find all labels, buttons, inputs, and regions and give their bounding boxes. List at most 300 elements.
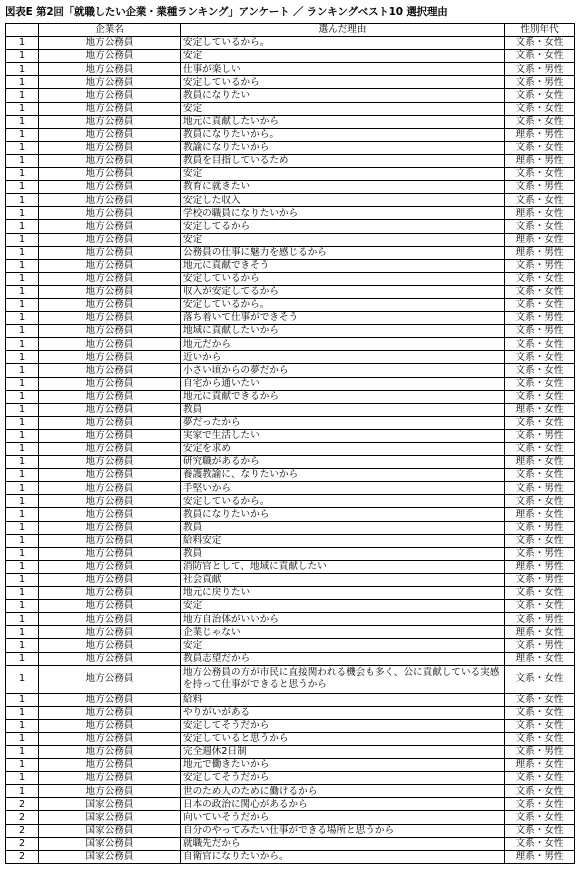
company-cell: 地方公務員 — [39, 37, 181, 50]
table-row — [6, 338, 575, 351]
reason-cell: 地元で働きたいから — [181, 759, 505, 772]
gender-age-cell: 理系・女性 — [505, 626, 575, 639]
gender-age-cell: 文系・女性 — [505, 141, 575, 154]
company-cell: 地方公務員 — [39, 600, 181, 613]
company-cell: 地方公務員 — [39, 456, 181, 469]
reason-cell: 安定 — [181, 168, 505, 181]
gender-age-cell: 文系・女性 — [505, 285, 575, 298]
rank-cell: 1 — [6, 285, 39, 298]
rank-cell: 1 — [6, 37, 39, 50]
company-cell: 地方公務員 — [39, 154, 181, 167]
company-cell: 地方公務員 — [39, 495, 181, 508]
gender-age-cell: 文系・女性 — [505, 50, 575, 63]
reason-cell: 安定 — [181, 102, 505, 115]
rank-cell: 1 — [6, 181, 39, 194]
reason-cell: 自宅から通いたい — [181, 377, 505, 390]
reason-cell: 社会貢献 — [181, 573, 505, 586]
gender-age-cell: 文系・女性 — [505, 534, 575, 547]
gender-age-cell: 理系・女性 — [505, 456, 575, 469]
table-row — [6, 272, 575, 285]
rank-cell: 1 — [6, 639, 39, 652]
gender-age-cell: 文系・男性 — [505, 745, 575, 758]
reason-cell: 教員になりたい — [181, 89, 505, 102]
reason-cell: 養護教諭に、なりたいから — [181, 469, 505, 482]
table-row — [6, 377, 575, 390]
table-row — [6, 652, 575, 665]
gender-age-cell: 文系・女性 — [505, 37, 575, 50]
company-cell: 地方公務員 — [39, 168, 181, 181]
table-row — [6, 785, 575, 798]
company-cell: 地方公務員 — [39, 547, 181, 560]
reason-cell: 企業じゃない — [181, 626, 505, 639]
gender-age-cell: 文系・女性 — [505, 443, 575, 456]
table-row — [6, 154, 575, 167]
reason-cell: 安定しているから — [181, 76, 505, 89]
company-cell: 地方公務員 — [39, 665, 181, 693]
rank-cell: 1 — [6, 759, 39, 772]
reason-cell: 安定 — [181, 50, 505, 63]
reason-cell: 教員志望だから — [181, 652, 505, 665]
gender-age-cell: 文系・女性 — [505, 115, 575, 128]
table-row — [6, 312, 575, 325]
company-cell: 地方公務員 — [39, 141, 181, 154]
table-row — [6, 837, 575, 850]
gender-age-cell: 理系・男性 — [505, 560, 575, 573]
rank-cell: 1 — [6, 547, 39, 560]
reason-cell: 教育に就きたい — [181, 181, 505, 194]
rank-cell: 1 — [6, 168, 39, 181]
reason-cell: 地方自治体がいいから — [181, 613, 505, 626]
company-cell: 地方公務員 — [39, 613, 181, 626]
rank-cell: 1 — [6, 128, 39, 141]
reason-cell: 落ち着いて仕事ができそう — [181, 312, 505, 325]
gender-age-cell: 理系・男性 — [505, 128, 575, 141]
company-cell: 地方公務員 — [39, 76, 181, 89]
table-row — [6, 613, 575, 626]
table-row — [6, 207, 575, 220]
rank-cell: 2 — [6, 798, 39, 811]
company-cell: 地方公務員 — [39, 745, 181, 758]
table-row — [6, 403, 575, 416]
rank-cell: 1 — [6, 325, 39, 338]
reason-cell: 自分のやってみたい仕事ができる場所と思うから — [181, 824, 505, 837]
reason-cell: 地元に貢献したいから — [181, 115, 505, 128]
rank-cell: 1 — [6, 652, 39, 665]
reason-cell: 教員 — [181, 521, 505, 534]
table-row — [6, 194, 575, 207]
rank-cell: 1 — [6, 377, 39, 390]
gender-age-cell: 文系・女性 — [505, 102, 575, 115]
reason-cell: 安定した収入 — [181, 194, 505, 207]
header-company: 企業名 — [39, 24, 181, 37]
rank-cell: 1 — [6, 600, 39, 613]
company-cell: 地方公務員 — [39, 534, 181, 547]
reason-cell: 教員 — [181, 403, 505, 416]
table-row — [6, 798, 575, 811]
header-reason: 選んだ理由 — [181, 24, 505, 37]
company-cell: 地方公務員 — [39, 325, 181, 338]
table-row — [6, 298, 575, 311]
rank-cell: 1 — [6, 456, 39, 469]
header-rank — [6, 24, 39, 37]
gender-age-cell: 文系・女性 — [505, 272, 575, 285]
reason-cell: 教員になりたいから — [181, 508, 505, 521]
gender-age-cell: 文系・女性 — [505, 364, 575, 377]
reason-cell: 実家で生活したい — [181, 429, 505, 442]
rank-cell: 1 — [6, 482, 39, 495]
rank-cell: 1 — [6, 693, 39, 706]
reason-cell: 完全週休2日制 — [181, 745, 505, 758]
company-cell: 地方公務員 — [39, 285, 181, 298]
reason-cell: 安定してるから — [181, 220, 505, 233]
company-cell: 地方公務員 — [39, 639, 181, 652]
table-row — [6, 600, 575, 613]
table-row — [6, 626, 575, 639]
gender-age-cell: 理系・女性 — [505, 233, 575, 246]
company-cell: 地方公務員 — [39, 298, 181, 311]
company-cell: 地方公務員 — [39, 181, 181, 194]
rank-cell: 1 — [6, 102, 39, 115]
rank-cell: 1 — [6, 613, 39, 626]
rank-cell: 1 — [6, 50, 39, 63]
gender-age-cell: 文系・女性 — [505, 600, 575, 613]
reason-cell: 地元だから — [181, 338, 505, 351]
gender-age-cell: 文系・女性 — [505, 798, 575, 811]
table-row — [6, 850, 575, 863]
rank-cell: 1 — [6, 785, 39, 798]
gender-age-cell: 文系・女性 — [505, 220, 575, 233]
table-row — [6, 482, 575, 495]
rank-cell: 1 — [6, 194, 39, 207]
company-cell: 地方公務員 — [39, 719, 181, 732]
company-cell: 地方公務員 — [39, 272, 181, 285]
reason-cell: 近いから — [181, 351, 505, 364]
table-row — [6, 259, 575, 272]
gender-age-cell: 文系・女性 — [505, 416, 575, 429]
table-row — [6, 115, 575, 128]
gender-age-cell: 文系・男性 — [505, 613, 575, 626]
table-row — [6, 141, 575, 154]
gender-age-cell: 理系・女性 — [505, 652, 575, 665]
reason-cell: 安定しているから。 — [181, 495, 505, 508]
table-row — [6, 693, 575, 706]
reason-cell: 地元に貢献できるから — [181, 390, 505, 403]
table-row — [6, 706, 575, 719]
company-cell: 国家公務員 — [39, 798, 181, 811]
rank-cell: 1 — [6, 495, 39, 508]
gender-age-cell: 文系・男性 — [505, 482, 575, 495]
table-row — [6, 573, 575, 586]
company-cell: 地方公務員 — [39, 521, 181, 534]
table-row — [6, 364, 575, 377]
reason-cell: 向いていそうだから — [181, 811, 505, 824]
table-row — [6, 495, 575, 508]
gender-age-cell: 文系・女性 — [505, 719, 575, 732]
rank-cell: 1 — [6, 246, 39, 259]
company-cell: 地方公務員 — [39, 220, 181, 233]
rank-cell: 1 — [6, 298, 39, 311]
gender-age-cell: 文系・男性 — [505, 521, 575, 534]
company-cell: 地方公務員 — [39, 482, 181, 495]
gender-age-cell: 文系・女性 — [505, 693, 575, 706]
rank-cell: 2 — [6, 811, 39, 824]
table-row — [6, 587, 575, 600]
table-row — [6, 76, 575, 89]
header-gender-age: 性別年代 — [505, 24, 575, 37]
rank-cell: 1 — [6, 665, 39, 693]
reason-cell: 安定しているから。 — [181, 298, 505, 311]
rank-cell: 1 — [6, 521, 39, 534]
rank-cell: 1 — [6, 89, 39, 102]
table-row — [6, 469, 575, 482]
company-cell: 国家公務員 — [39, 811, 181, 824]
company-cell: 地方公務員 — [39, 560, 181, 573]
rank-cell: 1 — [6, 76, 39, 89]
reason-cell: 公務員の仕事に魅力を感じるから — [181, 246, 505, 259]
rank-cell: 1 — [6, 772, 39, 785]
reasons-table — [5, 23, 575, 864]
reason-cell: 安定してそうだから — [181, 772, 505, 785]
gender-age-cell: 文系・女性 — [505, 89, 575, 102]
rank-cell: 1 — [6, 719, 39, 732]
page-title: 図表E 第2回「就職したい企業・業種ランキング」アンケート ／ ランキングベスト10 選択理由 — [5, 6, 448, 18]
rank-cell: 1 — [6, 233, 39, 246]
rank-cell: 1 — [6, 429, 39, 442]
table-row — [6, 416, 575, 429]
reason-cell: 地域に貢献したいから — [181, 325, 505, 338]
reason-cell: 世のため人のために働けるから — [181, 785, 505, 798]
rank-cell: 1 — [6, 626, 39, 639]
rank-cell: 1 — [6, 220, 39, 233]
table-row — [6, 508, 575, 521]
gender-age-cell: 文系・女性 — [505, 587, 575, 600]
gender-age-cell: 理系・女性 — [505, 403, 575, 416]
gender-age-cell: 理系・女性 — [505, 759, 575, 772]
table-row — [6, 639, 575, 652]
table-row — [6, 285, 575, 298]
reason-cell: 日本の政治に関心があるから — [181, 798, 505, 811]
gender-age-cell: 文系・女性 — [505, 837, 575, 850]
table-row — [6, 128, 575, 141]
table-row — [6, 811, 575, 824]
company-cell: 地方公務員 — [39, 246, 181, 259]
reason-cell: 教員 — [181, 547, 505, 560]
table-body — [6, 37, 575, 864]
gender-age-cell: 文系・男性 — [505, 639, 575, 652]
reason-cell: 研究職があるから — [181, 456, 505, 469]
company-cell: 地方公務員 — [39, 364, 181, 377]
gender-age-cell: 文系・女性 — [505, 732, 575, 745]
reason-cell: 教諭になりたいから — [181, 141, 505, 154]
rank-cell: 2 — [6, 850, 39, 863]
gender-age-cell: 文系・女性 — [505, 390, 575, 403]
reason-cell: 安定していると思うから — [181, 732, 505, 745]
reason-cell: 地元に戻りたい — [181, 587, 505, 600]
reason-cell: 収入が安定してるから — [181, 285, 505, 298]
rank-cell: 1 — [6, 364, 39, 377]
company-cell: 地方公務員 — [39, 759, 181, 772]
gender-age-cell: 文系・男性 — [505, 181, 575, 194]
gender-age-cell: 文系・男性 — [505, 547, 575, 560]
rank-cell: 1 — [6, 573, 39, 586]
reason-cell: 安定 — [181, 639, 505, 652]
company-cell: 地方公務員 — [39, 312, 181, 325]
rank-cell: 1 — [6, 706, 39, 719]
table-row — [6, 168, 575, 181]
reason-cell: 小さい頃からの夢だから — [181, 364, 505, 377]
company-cell: 地方公務員 — [39, 443, 181, 456]
reason-cell: 安定しているから — [181, 272, 505, 285]
company-cell: 地方公務員 — [39, 89, 181, 102]
table-row — [6, 63, 575, 76]
rank-cell: 1 — [6, 534, 39, 547]
table-row — [6, 246, 575, 259]
company-cell: 地方公務員 — [39, 508, 181, 521]
gender-age-cell: 文系・女性 — [505, 298, 575, 311]
gender-age-cell: 文系・女性 — [505, 338, 575, 351]
rank-cell: 1 — [6, 403, 39, 416]
company-cell: 地方公務員 — [39, 732, 181, 745]
rank-cell: 1 — [6, 351, 39, 364]
rank-cell: 1 — [6, 154, 39, 167]
company-cell: 地方公務員 — [39, 390, 181, 403]
company-cell: 地方公務員 — [39, 626, 181, 639]
company-cell: 地方公務員 — [39, 377, 181, 390]
gender-age-cell: 理系・女性 — [505, 508, 575, 521]
reason-cell: 安定してそうだから — [181, 719, 505, 732]
company-cell: 地方公務員 — [39, 652, 181, 665]
company-cell: 地方公務員 — [39, 351, 181, 364]
rank-cell: 2 — [6, 837, 39, 850]
company-cell: 地方公務員 — [39, 416, 181, 429]
company-cell: 地方公務員 — [39, 785, 181, 798]
reason-cell: 手堅いから — [181, 482, 505, 495]
company-cell: 地方公務員 — [39, 772, 181, 785]
table-row — [6, 89, 575, 102]
rank-cell: 1 — [6, 63, 39, 76]
gender-age-cell: 文系・男性 — [505, 259, 575, 272]
company-cell: 地方公務員 — [39, 259, 181, 272]
gender-age-cell: 文系・男性 — [505, 429, 575, 442]
table-row — [6, 102, 575, 115]
company-cell: 地方公務員 — [39, 233, 181, 246]
gender-age-cell: 文系・女性 — [505, 168, 575, 181]
reason-cell: 地元に貢献できそう — [181, 259, 505, 272]
company-cell: 地方公務員 — [39, 469, 181, 482]
rank-cell: 1 — [6, 469, 39, 482]
reason-cell: 消防官として、地域に貢献したい — [181, 560, 505, 573]
reason-cell: 仕事が楽しい — [181, 63, 505, 76]
company-cell: 地方公務員 — [39, 207, 181, 220]
table-row — [6, 390, 575, 403]
rank-cell: 1 — [6, 259, 39, 272]
gender-age-cell: 文系・女性 — [505, 772, 575, 785]
table-row — [6, 521, 575, 534]
table-row — [6, 772, 575, 785]
table-row — [6, 665, 575, 693]
company-cell: 地方公務員 — [39, 573, 181, 586]
rank-cell: 1 — [6, 207, 39, 220]
gender-age-cell: 文系・女性 — [505, 824, 575, 837]
gender-age-cell: 文系・男性 — [505, 325, 575, 338]
gender-age-cell: 文系・男性 — [505, 76, 575, 89]
rank-cell: 1 — [6, 508, 39, 521]
reason-cell: 教員になりたいから。 — [181, 128, 505, 141]
table-row — [6, 745, 575, 758]
company-cell: 地方公務員 — [39, 693, 181, 706]
company-cell: 地方公務員 — [39, 429, 181, 442]
table-row — [6, 759, 575, 772]
company-cell: 地方公務員 — [39, 338, 181, 351]
reason-cell: 給料 — [181, 693, 505, 706]
reason-cell: 安定を求め — [181, 443, 505, 456]
reason-cell: 安定しているから。 — [181, 37, 505, 50]
reason-cell: 就職先だから — [181, 837, 505, 850]
gender-age-cell: 文系・女性 — [505, 706, 575, 719]
table-row — [6, 325, 575, 338]
table-row — [6, 547, 575, 560]
gender-age-cell: 理系・男性 — [505, 246, 575, 259]
company-cell: 国家公務員 — [39, 824, 181, 837]
rank-cell: 1 — [6, 272, 39, 285]
table-row — [6, 456, 575, 469]
company-cell: 国家公務員 — [39, 850, 181, 863]
gender-age-cell: 文系・女性 — [505, 811, 575, 824]
table-row — [6, 560, 575, 573]
company-cell: 地方公務員 — [39, 403, 181, 416]
reason-cell: 安定 — [181, 233, 505, 246]
table-row — [6, 37, 575, 50]
table-row — [6, 443, 575, 456]
rank-cell: 1 — [6, 443, 39, 456]
company-cell: 地方公務員 — [39, 50, 181, 63]
reason-cell: 地方公務員の方が市民に直接関われる機会も多く、公に貢献している実感を持って仕事ができると思うから — [181, 665, 505, 693]
table-row — [6, 732, 575, 745]
table-header-row — [6, 24, 575, 37]
reason-cell: やりがいがある — [181, 706, 505, 719]
gender-age-cell: 文系・男性 — [505, 573, 575, 586]
rank-cell: 1 — [6, 115, 39, 128]
rank-cell: 1 — [6, 390, 39, 403]
gender-age-cell: 文系・男性 — [505, 63, 575, 76]
rank-cell: 1 — [6, 416, 39, 429]
table-row — [6, 351, 575, 364]
company-cell: 地方公務員 — [39, 587, 181, 600]
gender-age-cell: 文系・女性 — [505, 194, 575, 207]
table-row — [6, 534, 575, 547]
gender-age-cell: 文系・女性 — [505, 665, 575, 693]
gender-age-cell: 文系・女性 — [505, 351, 575, 364]
company-cell: 地方公務員 — [39, 102, 181, 115]
table-row — [6, 429, 575, 442]
gender-age-cell: 文系・女性 — [505, 785, 575, 798]
reason-cell: 安定 — [181, 600, 505, 613]
rank-cell: 1 — [6, 745, 39, 758]
company-cell: 地方公務員 — [39, 194, 181, 207]
rank-cell: 1 — [6, 338, 39, 351]
table-row — [6, 220, 575, 233]
rank-cell: 1 — [6, 312, 39, 325]
table-row — [6, 719, 575, 732]
company-cell: 国家公務員 — [39, 837, 181, 850]
rank-cell: 1 — [6, 141, 39, 154]
company-cell: 地方公務員 — [39, 115, 181, 128]
gender-age-cell: 文系・女性 — [505, 377, 575, 390]
gender-age-cell: 理系・男性 — [505, 850, 575, 863]
reason-cell: 給料安定 — [181, 534, 505, 547]
gender-age-cell: 文系・女性 — [505, 469, 575, 482]
table-row — [6, 181, 575, 194]
